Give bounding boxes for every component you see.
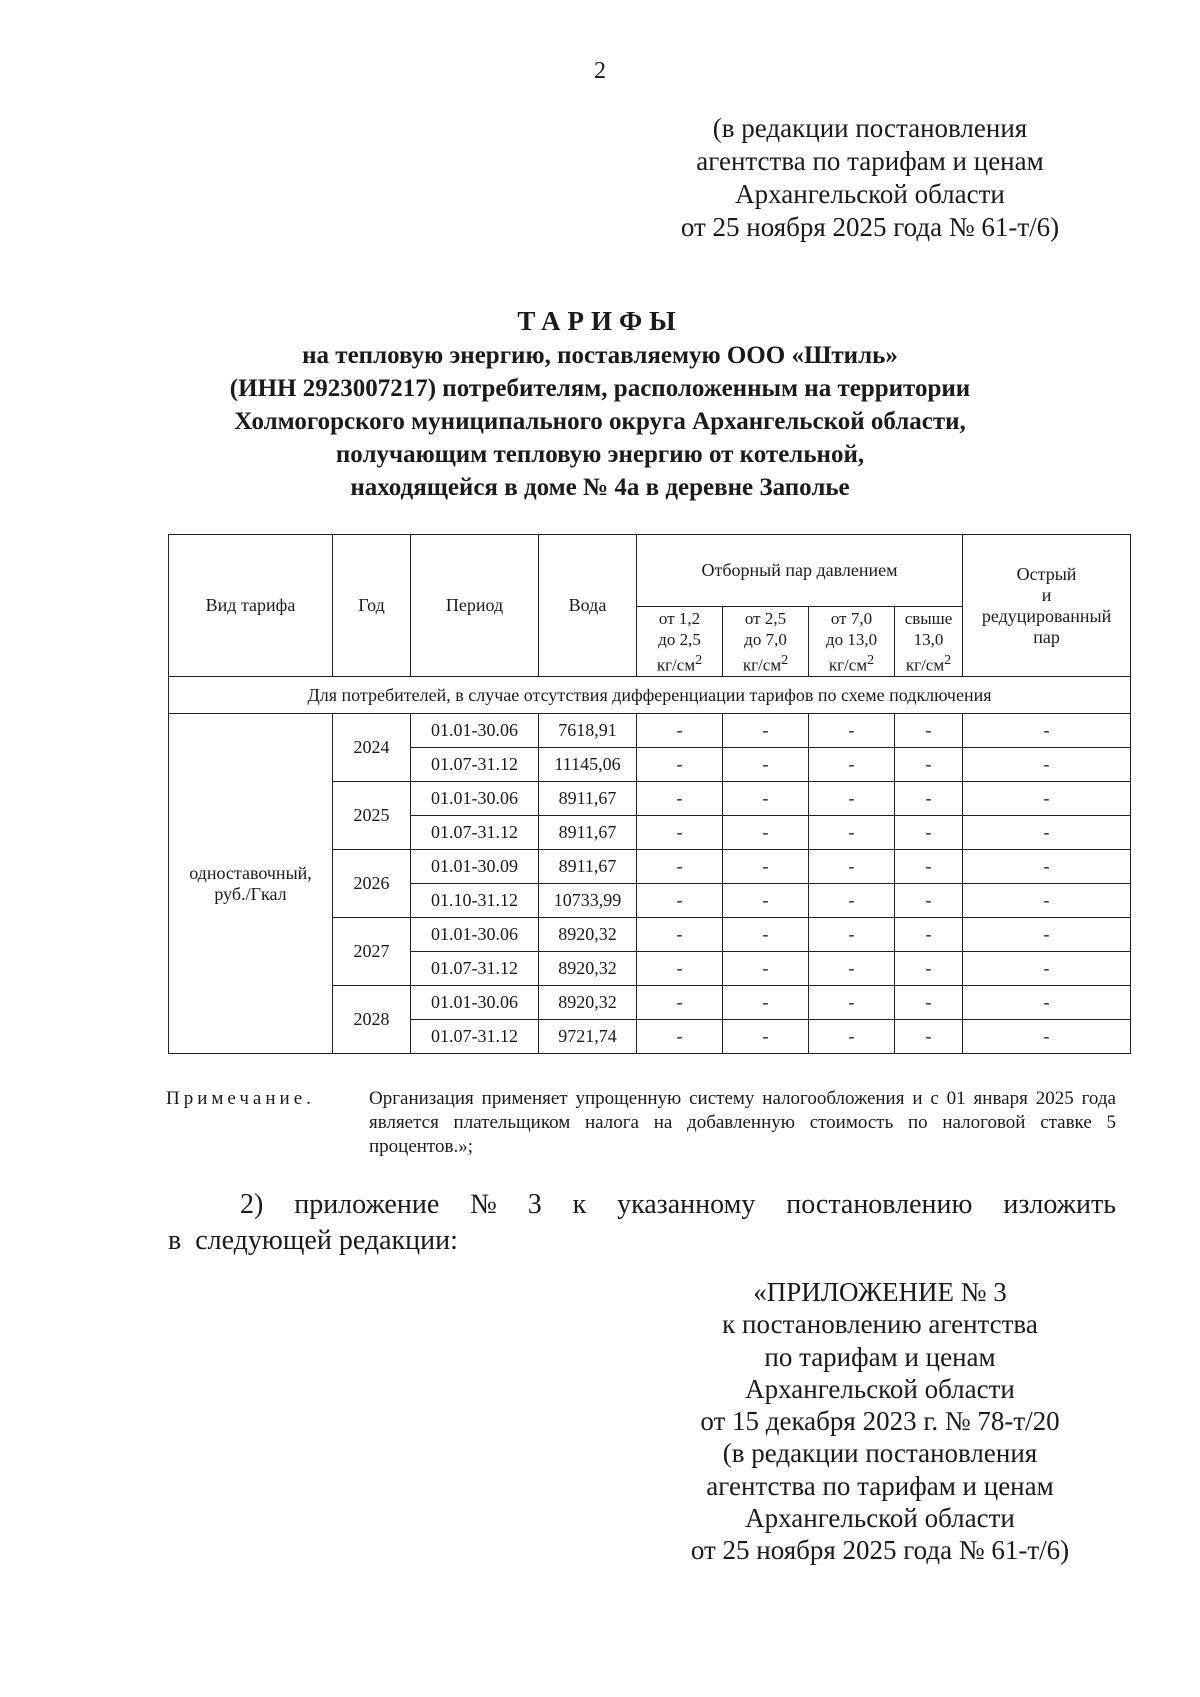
- water-cell: 8911,67: [539, 850, 637, 884]
- sharp-steam-cell: -: [963, 714, 1131, 748]
- year-cell: 2027: [333, 918, 411, 986]
- year-cell: 2028: [333, 986, 411, 1054]
- amendment-word: указанному: [617, 1189, 756, 1220]
- header-unit: [897, 650, 960, 676]
- appendix-line: по тарифам и ценам: [764, 1341, 996, 1372]
- steam-cell: -: [637, 986, 723, 1020]
- steam-cell: -: [723, 850, 809, 884]
- period-cell: 01.01-30.09: [411, 850, 539, 884]
- tariff-type-text: руб./Гкал: [214, 883, 287, 904]
- steam-cell: -: [637, 952, 723, 986]
- unit-text: кг/см: [905, 655, 945, 675]
- steam-cell: -: [895, 748, 963, 782]
- amendment-word: №: [470, 1189, 497, 1220]
- period-cell: 01.07-31.12: [411, 1020, 539, 1054]
- steam-cell: -: [637, 918, 723, 952]
- steam-cell: -: [723, 748, 809, 782]
- steam-cell: -: [723, 1020, 809, 1054]
- amendment-line: [168, 1187, 1116, 1223]
- revision-line: (в редакции постановления: [712, 113, 1028, 143]
- water-cell: 8911,67: [539, 816, 637, 850]
- title-line: на тепловую энергию, поставляемую ООО «Штиль»: [302, 342, 898, 369]
- amendment-word: 2): [240, 1189, 264, 1220]
- header-steam-2: [723, 607, 809, 677]
- steam-cell: -: [895, 884, 963, 918]
- tariff-type-cell: [169, 714, 333, 1054]
- table-row: [169, 714, 1131, 748]
- period-cell: 01.01-30.06: [411, 918, 539, 952]
- water-cell: 8920,32: [539, 986, 637, 1020]
- appendix-header: [610, 1276, 1150, 1567]
- unit-text: кг/см: [742, 655, 782, 675]
- header-text: свыше: [904, 608, 953, 628]
- steam-cell: -: [895, 918, 963, 952]
- steam-cell: -: [809, 782, 895, 816]
- header-text: 13,0: [913, 629, 944, 649]
- title-line: (ИНН 2923007217) потребителям, расположенным на территории: [229, 375, 971, 402]
- tariff-type-text: одноставочный,: [189, 862, 312, 883]
- header-steam-4: [895, 607, 963, 677]
- appendix-line: к постановлению агентства: [722, 1309, 1038, 1340]
- period-cell: 01.01-30.06: [411, 714, 539, 748]
- unit-sup: 2: [944, 651, 952, 668]
- steam-cell: -: [637, 1020, 723, 1054]
- unit-text: кг/см: [656, 655, 696, 675]
- header-text: пар: [1033, 626, 1060, 647]
- unit-text: кг/см: [828, 655, 868, 675]
- sharp-steam-cell: -: [963, 816, 1131, 850]
- header-tariff-type: Вид тарифа: [169, 535, 333, 677]
- header-text: и: [1041, 584, 1052, 605]
- sharp-steam-cell: -: [963, 884, 1131, 918]
- period-cell: 01.10-31.12: [411, 884, 539, 918]
- amendment-word: к: [572, 1189, 587, 1220]
- sharp-steam-cell: -: [963, 850, 1131, 884]
- appendix-line: от 15 декабря 2023 г. № 78-т/20: [700, 1406, 1060, 1437]
- title-main: ТАРИФЫ: [517, 306, 683, 336]
- steam-cell: -: [723, 714, 809, 748]
- header-text: редуцированный: [981, 605, 1112, 626]
- sharp-steam-cell: -: [963, 782, 1131, 816]
- period-cell: 01.07-31.12: [411, 748, 539, 782]
- section-title: Для потребителей, в случае отсутствия дифференциации тарифов по схеме подключения: [169, 677, 1131, 714]
- appendix-line: от 25 ноября 2025 года № 61-т/6): [690, 1535, 1070, 1566]
- steam-cell: -: [809, 884, 895, 918]
- sharp-steam-cell: -: [963, 952, 1131, 986]
- note: [166, 1087, 1116, 1159]
- header-steam-1: [637, 607, 723, 677]
- period-cell: 01.07-31.12: [411, 816, 539, 850]
- revision-line: от 25 ноября 2025 года № 61-т/6): [680, 212, 1060, 242]
- amendment-word: приложение: [294, 1189, 440, 1220]
- header-text: от 2,5: [744, 608, 787, 628]
- water-cell: 10733,99: [539, 884, 637, 918]
- steam-cell: -: [723, 782, 809, 816]
- sharp-steam-cell: -: [963, 986, 1131, 1020]
- appendix-line: Архангельской области: [745, 1503, 1015, 1534]
- steam-cell: -: [723, 816, 809, 850]
- note-text: Организация применяет упрощенную систему налогообложения и с 01 января 2025 года является плательщиком налога на добавленную стоимость по налоговой ставке 5 процентов.»;: [369, 1088, 1116, 1157]
- water-cell: 7618,91: [539, 714, 637, 748]
- unit-sup: 2: [695, 651, 703, 668]
- header-unit: [639, 650, 720, 676]
- header-text: от 1,2: [658, 608, 701, 628]
- sharp-steam-cell: -: [963, 748, 1131, 782]
- revision-header: [600, 112, 1140, 244]
- header-text: до 2,5: [658, 629, 701, 649]
- title-line: получающим тепловую энергию от котельной,: [335, 441, 865, 468]
- period-cell: 01.01-30.06: [411, 782, 539, 816]
- period-cell: 01.07-31.12: [411, 952, 539, 986]
- appendix-line: агентства по тарифам и ценам: [706, 1470, 1054, 1501]
- steam-cell: -: [637, 782, 723, 816]
- document-title: [150, 303, 1050, 504]
- water-cell: 8920,32: [539, 918, 637, 952]
- year-cell: 2026: [333, 850, 411, 918]
- steam-cell: -: [895, 816, 963, 850]
- steam-cell: -: [809, 952, 895, 986]
- unit-sup: 2: [781, 651, 789, 668]
- steam-cell: -: [895, 714, 963, 748]
- tariff-table: [168, 534, 1131, 1054]
- steam-cell: -: [809, 1020, 895, 1054]
- header-text: от 7,0: [830, 608, 873, 628]
- header-text: до 7,0: [744, 629, 787, 649]
- header-year: Год: [333, 535, 411, 677]
- steam-cell: -: [723, 986, 809, 1020]
- water-cell: 9721,74: [539, 1020, 637, 1054]
- unit-sup: 2: [867, 651, 875, 668]
- steam-cell: -: [723, 918, 809, 952]
- amendment-paragraph: [168, 1187, 1116, 1259]
- amendment-word: 3: [527, 1189, 542, 1220]
- steam-cell: -: [895, 952, 963, 986]
- title-line: находящейся в доме № 4а в деревне Заполье: [350, 474, 850, 501]
- water-cell: 8920,32: [539, 952, 637, 986]
- steam-cell: -: [809, 714, 895, 748]
- steam-cell: -: [809, 748, 895, 782]
- steam-cell: -: [637, 884, 723, 918]
- steam-cell: -: [637, 748, 723, 782]
- year-cell: 2024: [333, 714, 411, 782]
- water-cell: 11145,06: [539, 748, 637, 782]
- sharp-steam-cell: -: [963, 918, 1131, 952]
- header-water: Вода: [539, 535, 637, 677]
- header-unit: [725, 650, 806, 676]
- steam-cell: -: [895, 850, 963, 884]
- water-cell: 8911,67: [539, 782, 637, 816]
- revision-line: Архангельской области: [735, 179, 1005, 209]
- header-steam-3: [809, 607, 895, 677]
- title-line: Холмогорского муниципального округа Архангельской области,: [234, 408, 966, 435]
- steam-cell: -: [723, 952, 809, 986]
- steam-cell: -: [809, 986, 895, 1020]
- steam-cell: -: [895, 782, 963, 816]
- page-number: 2: [594, 58, 606, 84]
- amendment-word: постановлению: [786, 1189, 973, 1220]
- header-unit: [811, 650, 892, 676]
- steam-cell: -: [723, 884, 809, 918]
- appendix-line: «ПРИЛОЖЕНИЕ № 3: [753, 1277, 1007, 1307]
- steam-cell: -: [637, 850, 723, 884]
- header-text: до 13,0: [825, 629, 878, 649]
- header-steam-group: Отборный пар давлением: [637, 535, 963, 607]
- appendix-line: (в редакции постановления: [722, 1438, 1038, 1469]
- amendment-line: в следующей редакции:: [168, 1225, 458, 1256]
- steam-cell: -: [809, 850, 895, 884]
- amendment-word: изложить: [1003, 1189, 1116, 1220]
- year-cell: 2025: [333, 782, 411, 850]
- header-text: Острый: [1016, 563, 1077, 584]
- header-period: Период: [411, 535, 539, 677]
- note-label: Примечание.: [166, 1088, 315, 1109]
- revision-line: агентства по тарифам и ценам: [696, 146, 1044, 176]
- period-cell: 01.01-30.06: [411, 986, 539, 1020]
- steam-cell: -: [637, 714, 723, 748]
- steam-cell: -: [809, 816, 895, 850]
- appendix-line: Архангельской области: [745, 1373, 1015, 1404]
- steam-cell: -: [809, 918, 895, 952]
- sharp-steam-cell: -: [963, 1020, 1131, 1054]
- steam-cell: -: [637, 816, 723, 850]
- steam-cell: -: [895, 1020, 963, 1054]
- header-sharp-steam: [963, 535, 1131, 677]
- steam-cell: -: [895, 986, 963, 1020]
